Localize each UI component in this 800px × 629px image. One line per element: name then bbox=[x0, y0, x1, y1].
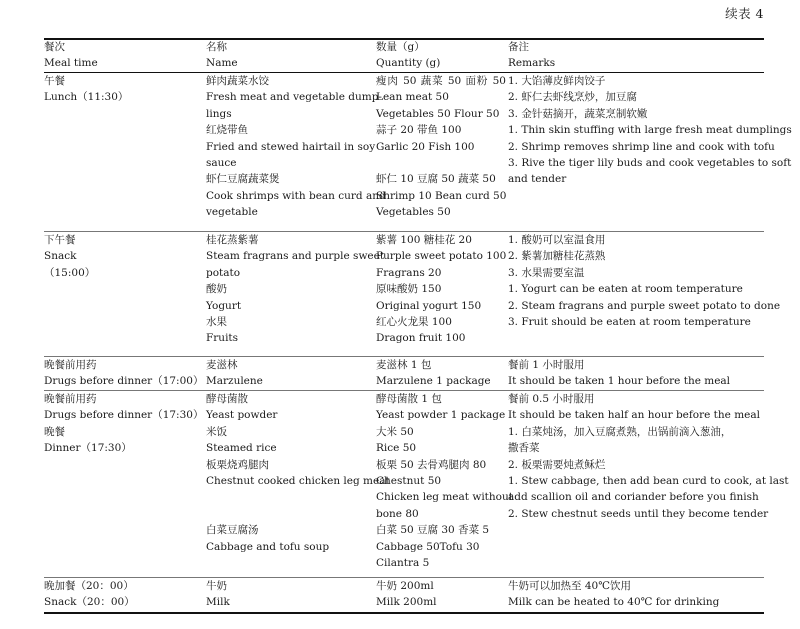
text-line: 午餐 bbox=[44, 75, 65, 87]
text-line: 米饭 bbox=[206, 425, 227, 438]
quantity-cell bbox=[376, 391, 513, 571]
meal-cell bbox=[44, 391, 204, 457]
text-line: vegetable bbox=[206, 206, 258, 219]
text-line: 2. Stew chestnut seeds until they become tender bbox=[508, 507, 769, 520]
text-line: 1. Yogurt can be eaten at room temperature bbox=[508, 283, 743, 296]
text-line: 2. Steam fragrans and purple sweet potato to done bbox=[508, 299, 781, 312]
text-line: 麦滋林 bbox=[206, 359, 238, 371]
text-line: potato bbox=[206, 266, 241, 279]
remarks-cell bbox=[508, 578, 764, 611]
header-quantity-zh: 数量（g） bbox=[376, 41, 425, 53]
text-line: 瘦肉 50 蔬菜 50 面粉 50 bbox=[376, 75, 506, 87]
text-line: 3. Rive the tiger lily buds and cook vegetables to soft bbox=[508, 156, 792, 169]
remarks-cell bbox=[508, 391, 789, 522]
text-line: 餐前 1 小时服用 bbox=[508, 359, 585, 371]
text-line: 2. 紫薯加糖桂花蒸熟 bbox=[508, 250, 606, 263]
meal-cell bbox=[44, 578, 204, 611]
text-line: Marzulene 1 package bbox=[376, 375, 491, 388]
text-line: bone 80 bbox=[376, 507, 419, 520]
text-line: Lean meat 50 bbox=[376, 91, 449, 104]
text-line: lings bbox=[206, 107, 232, 120]
text-line: Steamed rice bbox=[206, 442, 277, 455]
text-line: Fried and stewed hairtail in soy bbox=[206, 140, 376, 153]
text-line: 1. 酸奶可以室温食用 bbox=[508, 234, 606, 246]
text-line: 虾仁豆腐蔬菜煲 bbox=[206, 173, 280, 186]
header-remarks-en: Remarks bbox=[508, 57, 556, 70]
text-line: 水果 bbox=[206, 315, 227, 328]
text-line: 原味酸奶 150 bbox=[376, 283, 442, 296]
text-line: 酵母菌散 bbox=[206, 393, 248, 405]
text-line: Shrimp 10 Bean curd 50 bbox=[376, 189, 507, 202]
text-line: Cabbage and tofu soup bbox=[206, 540, 330, 553]
text-line: 白菜 50 豆腐 30 香菜 5 bbox=[376, 524, 490, 537]
text-line: Fruits bbox=[206, 332, 239, 345]
quantity-cell bbox=[376, 578, 506, 611]
text-line: Purple sweet potato 100 bbox=[376, 250, 507, 263]
text-line: 晚加餐（20：00） bbox=[44, 580, 134, 592]
header-meal-en: Meal time bbox=[44, 57, 98, 70]
quantity-cell bbox=[376, 357, 506, 390]
text-line: 3. Fruit should be eaten at room temperature bbox=[508, 315, 751, 328]
text-line: Rice 50 bbox=[376, 442, 417, 455]
table-header bbox=[0, 39, 800, 72]
text-line bbox=[206, 506, 374, 522]
header-quantity-en: Quantity (g) bbox=[376, 57, 441, 70]
text-line: Lunch（11:30） bbox=[44, 91, 129, 104]
remarks-cell bbox=[508, 357, 764, 390]
text-line: 3. 水果需要室温 bbox=[508, 266, 585, 279]
text-line: 1. 白菜炖汤，加入豆腐煮熟，出锅前滴入葱油， bbox=[508, 425, 732, 438]
header-meal-zh: 餐次 bbox=[44, 41, 65, 53]
text-line: 餐前 0.5 小时服用 bbox=[508, 393, 595, 405]
text-line: Snack bbox=[44, 250, 77, 263]
text-line: 鲜肉蔬菜水饺 bbox=[206, 75, 269, 87]
text-line: 晚餐前用药 bbox=[44, 359, 97, 371]
text-line: 板栗 50 去骨鸡腿肉 80 bbox=[376, 458, 487, 471]
dish-name-cell bbox=[206, 391, 390, 555]
text-line: 白菜豆腐汤 bbox=[206, 524, 259, 537]
text-line: sauce bbox=[206, 156, 237, 169]
remarks-cell bbox=[508, 232, 781, 330]
section-divider bbox=[44, 231, 764, 232]
text-line: 桂花蒸紫薯 bbox=[206, 234, 259, 246]
dish-name-cell bbox=[206, 357, 374, 390]
text-line: （15:00） bbox=[44, 266, 96, 279]
dish-name-cell bbox=[206, 73, 386, 221]
text-line: 牛奶 200ml bbox=[376, 580, 434, 592]
text-line: 蒜子 20 带鱼 100 bbox=[376, 124, 462, 137]
text-line: 撒香菜 bbox=[508, 442, 540, 455]
text-line: 紫薯 100 糖桂花 20 bbox=[376, 234, 472, 246]
text-line: 大米 50 bbox=[376, 425, 414, 438]
text-line: Drugs before dinner（17:30） bbox=[44, 409, 204, 422]
text-line: It should be taken half an hour before the meal bbox=[508, 409, 760, 422]
text-line: 酵母菌散 1 包 bbox=[376, 393, 442, 405]
meal-cell bbox=[44, 73, 204, 106]
text-line: and tender bbox=[508, 173, 567, 186]
text-line: 牛奶 bbox=[206, 580, 227, 592]
text-line: Cilantra 5 bbox=[376, 556, 430, 569]
text-line: Vegetables 50 Flour 50 bbox=[376, 107, 500, 120]
text-line: Dinner（17:30） bbox=[44, 442, 132, 455]
text-line: 麦滋林 1 包 bbox=[376, 359, 432, 371]
header-name-zh: 名称 bbox=[206, 41, 227, 53]
text-line: Chestnut 50 bbox=[376, 474, 442, 487]
text-line: 板栗烧鸡腿肉 bbox=[206, 458, 269, 471]
text-line: 3. 金针菇摘开，蔬菜烹制软嫩 bbox=[508, 107, 648, 120]
text-line: Snack（20：00） bbox=[44, 596, 135, 609]
text-line: Milk bbox=[206, 596, 230, 609]
text-line: Garlic 20 Fish 100 bbox=[376, 140, 475, 153]
text-line: 虾仁 10 豆腐 50 蔬菜 50 bbox=[376, 173, 496, 186]
header-name-en: Name bbox=[206, 57, 238, 70]
text-line: 晚餐 bbox=[44, 425, 65, 438]
section-divider bbox=[44, 577, 764, 578]
meal-cell bbox=[44, 357, 204, 390]
text-line: Fresh meat and vegetable dump- bbox=[206, 91, 382, 104]
text-line: 2. Shrimp removes shrimp line and cook with tofu bbox=[508, 140, 775, 153]
text-line: 红心火龙果 100 bbox=[376, 315, 452, 328]
text-line: Yeast powder 1 package bbox=[376, 409, 506, 422]
text-line: 2. 虾仁去虾线烹炒，加豆腐 bbox=[508, 91, 637, 104]
header-remarks-zh: 备注 bbox=[508, 41, 529, 53]
text-line: Yogurt bbox=[206, 299, 242, 312]
table-continuation-caption: 续表 4 bbox=[725, 6, 764, 21]
text-line: Cook shrimps with bean curd and bbox=[206, 189, 386, 202]
text-line: Drugs before dinner（17:00） bbox=[44, 375, 204, 388]
text-line: Original yogurt 150 bbox=[376, 299, 482, 312]
text-line: add scallion oil and coriander before you finish bbox=[508, 491, 759, 504]
meal-cell bbox=[44, 232, 204, 281]
text-line: Cabbage 50Tofu 30 bbox=[376, 540, 480, 553]
text-line: 晚餐前用药 bbox=[44, 393, 97, 405]
section-divider bbox=[44, 390, 764, 391]
text-line: Milk can be heated to 40℃ for drinking bbox=[508, 596, 720, 609]
text-line: 1. Thin skin stuffing with large fresh meat dumplings bbox=[508, 124, 792, 137]
remarks-cell bbox=[508, 73, 792, 188]
text-line bbox=[206, 489, 374, 505]
table-bottom-rule bbox=[44, 612, 764, 614]
text-line: Yeast powder bbox=[206, 409, 278, 422]
section-divider bbox=[44, 356, 764, 357]
text-line: Vegetables 50 bbox=[376, 206, 451, 219]
dish-name-cell bbox=[206, 578, 374, 611]
quantity-cell bbox=[376, 232, 506, 347]
text-line: Milk 200ml bbox=[376, 596, 437, 609]
text-line: 2. 板栗需要炖煮稣烂 bbox=[508, 458, 606, 471]
text-line: 牛奶可以加热至 40℃饮用 bbox=[508, 580, 631, 592]
text-line: It should be taken 1 hour before the meal bbox=[508, 375, 731, 388]
text-line: 1. 大馅薄皮鲜肉饺子 bbox=[508, 75, 606, 87]
text-line: Steam fragrans and purple sweet bbox=[206, 250, 385, 263]
text-line: Chestnut cooked chicken leg meat bbox=[206, 474, 390, 487]
text-line: Chicken leg meat without bbox=[376, 491, 513, 504]
text-line: 酸奶 bbox=[206, 283, 227, 296]
quantity-cell bbox=[376, 73, 506, 221]
text-line: Marzulene bbox=[206, 375, 263, 388]
text-line: 红烧带鱼 bbox=[206, 124, 248, 137]
text-line: 下午餐 bbox=[44, 234, 76, 246]
text-line bbox=[376, 155, 506, 171]
text-line: Fragrans 20 bbox=[376, 266, 442, 279]
dish-name-cell bbox=[206, 232, 385, 347]
text-line: Dragon fruit 100 bbox=[376, 332, 466, 345]
text-line: 1. Stew cabbage, then add bean curd to cook, at last bbox=[508, 474, 789, 487]
